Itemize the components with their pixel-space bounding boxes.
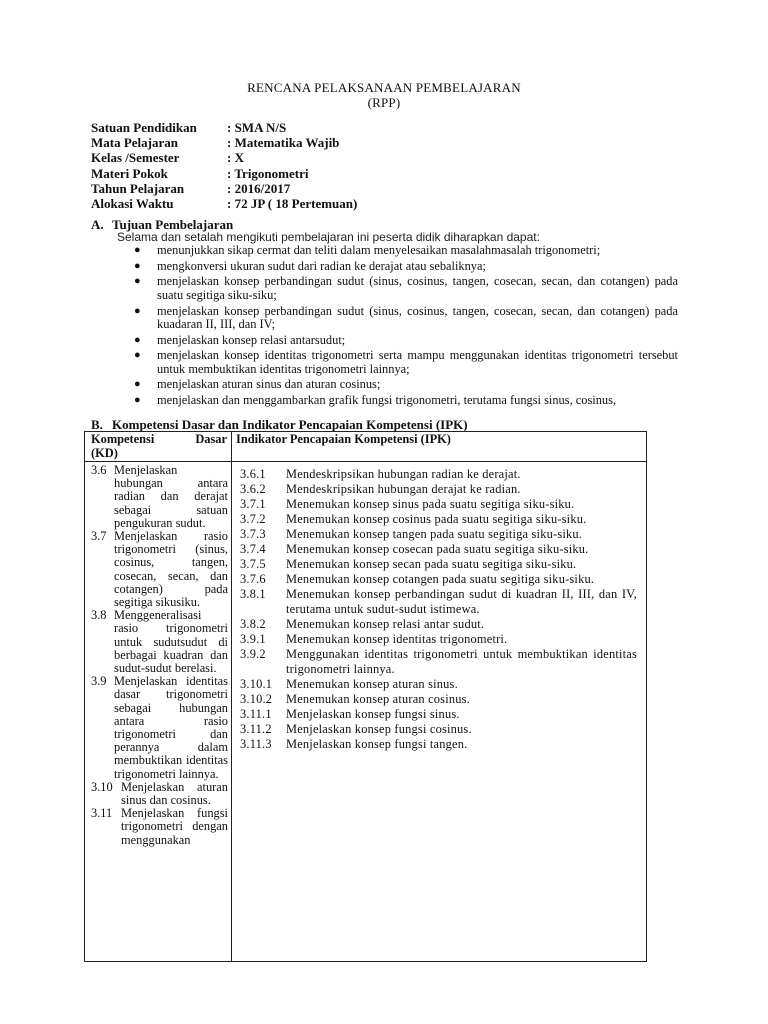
ipk-number: 3.9.2 xyxy=(240,647,266,661)
kd-text: Menjelaskan hubungan antara radian dan derajat sebagai satuan pengukuran sudut. xyxy=(114,463,228,530)
objective-text: menjelaskan konsep identitas trigonometri serta mampu menggunakan identitas trigonometri tersebut untuk membuktikan identitas trigonometri lainnya; xyxy=(157,348,678,376)
identity-row xyxy=(91,181,357,196)
ipk-number: 3.7.3 xyxy=(240,527,266,541)
identity-value: : Trigonometri xyxy=(227,165,309,181)
ipk-number: 3.6.2 xyxy=(240,482,266,496)
objective-text: mengkonversi ukuran sudut dari radian ke derajat atau sebaliknya; xyxy=(157,258,486,273)
identity-row xyxy=(91,166,357,181)
ipk-text: Menemukan konsep identitas trigonometri. xyxy=(286,632,508,646)
identity-value: : SMA N/S xyxy=(227,120,287,135)
ipk-number: 3.8.2 xyxy=(240,617,266,631)
section-b-title: Kompetensi Dasar dan Indikator Pencapaian Kompetensi (IPK) xyxy=(112,417,468,432)
identity-value: : 2016/2017 xyxy=(227,180,291,196)
list-item xyxy=(132,394,678,407)
ipk-number: 3.7.2 xyxy=(240,512,266,526)
objectives-list xyxy=(132,244,678,410)
list-item xyxy=(132,334,678,347)
ipk-text: Menemukan konsep cosecan pada suatu segitiga siku-siku. xyxy=(286,542,589,556)
identity-row xyxy=(91,120,357,135)
kd-number: 3.9 xyxy=(91,674,107,689)
ipk-text: Menemukan konsep perbandingan sudut di kuadran II, III, dan IV, terutama untuk sudut-sudut istimewa. xyxy=(286,587,637,616)
ipk-cell xyxy=(232,462,647,962)
kd-number: 3.6 xyxy=(91,463,107,477)
kd-number: 3.11 xyxy=(91,806,113,821)
identity-label: Alokasi Waktu xyxy=(91,195,174,211)
ipk-text: Mendeskripsikan hubungan radian ke derajat. xyxy=(286,467,521,481)
list-item xyxy=(132,275,678,302)
list-item xyxy=(132,305,678,332)
ipk-item xyxy=(240,722,637,737)
objective-text: menjelaskan aturan sinus dan aturan cosinus; xyxy=(157,377,381,392)
ipk-number: 3.7.4 xyxy=(240,542,266,556)
kd-item xyxy=(91,530,228,609)
kd-item xyxy=(91,781,228,807)
kd-header-word: Kompetensi xyxy=(91,432,155,446)
ipk-item xyxy=(240,512,637,527)
bullet-icon: ● xyxy=(134,259,141,272)
identity-value: : Matematika Wajib xyxy=(227,135,340,151)
ipk-number: 3.7.1 xyxy=(240,497,266,511)
identity-row xyxy=(91,196,357,211)
ipk-item xyxy=(240,542,637,557)
ipk-item xyxy=(240,572,637,587)
kd-text: Menjelaskan fungsi trigonometri dengan menggunakan xyxy=(121,806,228,847)
ipk-item xyxy=(240,707,637,722)
identity-label: Materi Pokok xyxy=(91,165,168,181)
list-item xyxy=(132,260,678,273)
identity-value: : X xyxy=(227,150,244,166)
kd-number: 3.10 xyxy=(91,779,113,794)
ipk-text: Menemukan konsep cotangen pada suatu segitiga siku-siku. xyxy=(286,572,595,586)
kd-text: Menjelaskan aturan sinus dan cosinus. xyxy=(121,779,228,808)
ipk-item xyxy=(240,617,637,632)
ipk-number: 3.11.1 xyxy=(240,707,272,721)
kd-number: 3.8 xyxy=(91,608,107,623)
bullet-icon: ● xyxy=(134,304,141,317)
identity-label: Kelas /Semester xyxy=(91,150,180,166)
bullet-icon: ● xyxy=(134,275,141,288)
ipk-number: 3.9.1 xyxy=(240,632,266,646)
ipk-text: Menjelaskan konsep fungsi sinus. xyxy=(286,707,460,721)
kd-cell xyxy=(85,462,232,962)
ipk-item xyxy=(240,527,637,542)
ipk-item xyxy=(240,587,637,617)
ipk-text: Menemukan konsep sinus pada suatu segitiga siku-siku. xyxy=(286,497,575,511)
section-a-number: A. xyxy=(91,217,104,232)
ipk-item xyxy=(240,677,637,692)
kd-text: Menggeneralisasi rasio trigonometri untuk sudutsudut di berbagai kuadran dan sudut-sudut berelasi. xyxy=(114,608,228,676)
competency-table xyxy=(84,431,647,962)
ipk-text: Mendeskripsikan hubungan derajat ke radian. xyxy=(286,482,521,496)
identity-label: Mata Pelajaran xyxy=(91,135,179,151)
kd-header-abbrev: (KD) xyxy=(91,445,118,460)
ipk-number: 3.8.1 xyxy=(240,587,266,601)
ipk-item xyxy=(240,557,637,572)
objective-text: menjelaskan konsep perbandingan sudut (sinus, cosinus, tangen, cosecan, secan, dan cotangen) pada suatu segitiga siku-siku; xyxy=(157,274,678,302)
ipk-number: 3.11.3 xyxy=(240,737,272,751)
ipk-item xyxy=(240,692,637,707)
kd-header-word: Dasar xyxy=(195,432,227,446)
ipk-header-text: Indikator Pencapaian Kompetensi (IPK) xyxy=(236,432,451,446)
objective-text: menjelaskan konsep perbandingan sudut (sinus, cosinus, tangen, cosecan, secan, dan cotangen) pada kuadaran II, III, dan IV; xyxy=(157,303,678,331)
ipk-number: 3.6.1 xyxy=(240,467,266,481)
bullet-icon: ● xyxy=(134,394,141,407)
ipk-text: Menggunakan identitas trigonometri untuk membuktikan identitas trigonometri lainnya. xyxy=(286,647,637,676)
ipk-text: Menemukan konsep tangen pada suatu segitiga siku-siku. xyxy=(286,527,583,541)
identity-row xyxy=(91,150,357,165)
ipk-column-header xyxy=(232,432,647,462)
list-item xyxy=(132,378,678,391)
document-title: RENCANA PELAKSANAAN PEMBELAJARAN xyxy=(247,80,521,95)
kd-item xyxy=(91,609,228,675)
kd-number: 3.7 xyxy=(91,529,107,544)
table-header-row xyxy=(85,432,647,462)
ipk-item xyxy=(240,632,637,647)
ipk-number: 3.10.1 xyxy=(240,677,273,691)
ipk-text: Menemukan konsep relasi antar sudut. xyxy=(286,617,485,631)
section-a-title: Tujuan Pembelajaran xyxy=(112,217,234,232)
bullet-icon: ● xyxy=(134,244,141,256)
ipk-item xyxy=(240,467,637,482)
ipk-text: Menemukan konsep aturan sinus. xyxy=(286,677,458,691)
objective-text: menjelaskan konsep relasi antarsudut; xyxy=(157,332,346,347)
ipk-text: Menemukan konsep secan pada suatu segitiga siku-siku. xyxy=(286,557,577,571)
section-b-number: B. xyxy=(91,417,103,432)
list-item xyxy=(132,349,678,376)
bullet-icon: ● xyxy=(134,378,141,391)
ipk-number: 3.7.6 xyxy=(240,572,266,586)
table-row xyxy=(85,462,647,962)
ipk-number: 3.11.2 xyxy=(240,722,272,736)
ipk-item xyxy=(240,497,637,512)
identity-value: : 72 JP ( 18 Pertemuan) xyxy=(227,195,358,211)
bullet-icon: ● xyxy=(134,333,141,346)
ipk-number: 3.10.2 xyxy=(240,692,273,706)
kd-text: Menjelaskan identitas dasar trigonometri sebagai hubungan antara rasio trigonometri dan perannya dalam membuktikan identitas trigonometri lainnya. xyxy=(114,674,228,781)
objective-text: menunjukkan sikap cermat dan teliti dalam menyelesaikan masalahmasalah trigonometri; xyxy=(157,243,601,257)
ipk-item xyxy=(240,737,637,752)
objective-text: menjelaskan dan menggambarkan grafik fungsi trigonometri, terutama fungsi sinus, cosinus, xyxy=(157,393,617,408)
kd-column-header xyxy=(85,432,232,462)
ipk-text: Menjelaskan konsep fungsi cosinus. xyxy=(286,722,472,736)
kd-item xyxy=(91,675,228,781)
identity-row xyxy=(91,135,357,150)
ipk-text: Menemukan konsep aturan cosinus. xyxy=(286,692,470,706)
kd-item xyxy=(91,807,228,847)
ipk-text: Menemukan konsep cosinus pada suatu segitiga siku-siku. xyxy=(286,512,587,526)
identity-label: Tahun Pelajaran xyxy=(91,180,185,196)
kd-item xyxy=(91,464,228,530)
document-subtitle: (RPP) xyxy=(367,95,401,110)
kd-text: Menjelaskan rasio trigonometri (sinus, cosinus, tangen, cosecan, secan, dan cotangen) pada segitiga sikusiku. xyxy=(114,529,228,610)
ipk-text: Menjelaskan konsep fungsi tangen. xyxy=(286,737,468,751)
list-item xyxy=(132,244,678,257)
identity-block xyxy=(91,120,357,211)
identity-label: Satuan Pendidikan xyxy=(91,120,197,135)
ipk-item xyxy=(240,482,637,497)
bullet-icon: ● xyxy=(134,349,141,362)
section-a-intro: Selama dan setalah mengikuti pembelajaran ini peserta didik diharapkan dapat: xyxy=(117,230,540,244)
ipk-number: 3.7.5 xyxy=(240,557,266,571)
ipk-item xyxy=(240,647,637,677)
